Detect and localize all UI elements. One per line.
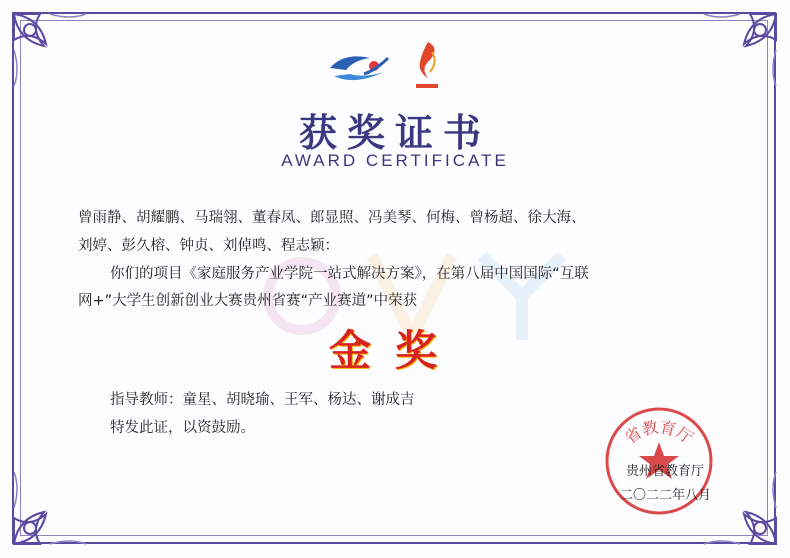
competition-logo	[324, 48, 394, 88]
issue-date: 二〇二二年八月	[620, 488, 712, 503]
seal-text: 省教育厅	[621, 417, 697, 448]
award-description-line-2: 网+”大学生创新创业大赛贵州省赛“产业赛道”中荣获	[78, 293, 418, 309]
closing-line: 特发此证，以资鼓励。	[110, 420, 255, 436]
corner-ornament-top-left	[0, 0, 90, 90]
instructors-line: 指导教师：童星、胡晓瑜、王军、杨达、谢成吉	[110, 392, 415, 408]
award-level: 金奖	[328, 326, 461, 375]
certificate-title: 获奖证书	[298, 110, 491, 155]
corner-ornament-bottom-left	[0, 468, 90, 558]
corner-ornament-top-right	[700, 0, 790, 90]
recipient-names-line-1: 曾雨静、胡耀鹏、马瑞翎、董春凤、郎显照、冯美琴、何梅、曾杨超、徐大海、	[78, 210, 586, 226]
recipient-names-line-2: 刘婷、彭久榕、钟贞、刘倬鸣、程志颖：	[78, 238, 339, 254]
event-emblem-logo	[410, 38, 444, 92]
issuing-authority: 贵州省教育厅	[626, 464, 705, 479]
award-description-line-1: 你们的项目《家庭服务产业学院一站式解决方案》，在第八届中国国际“互联	[110, 266, 589, 282]
certificate-title-english: AWARD CERTIFICATE	[281, 151, 509, 170]
